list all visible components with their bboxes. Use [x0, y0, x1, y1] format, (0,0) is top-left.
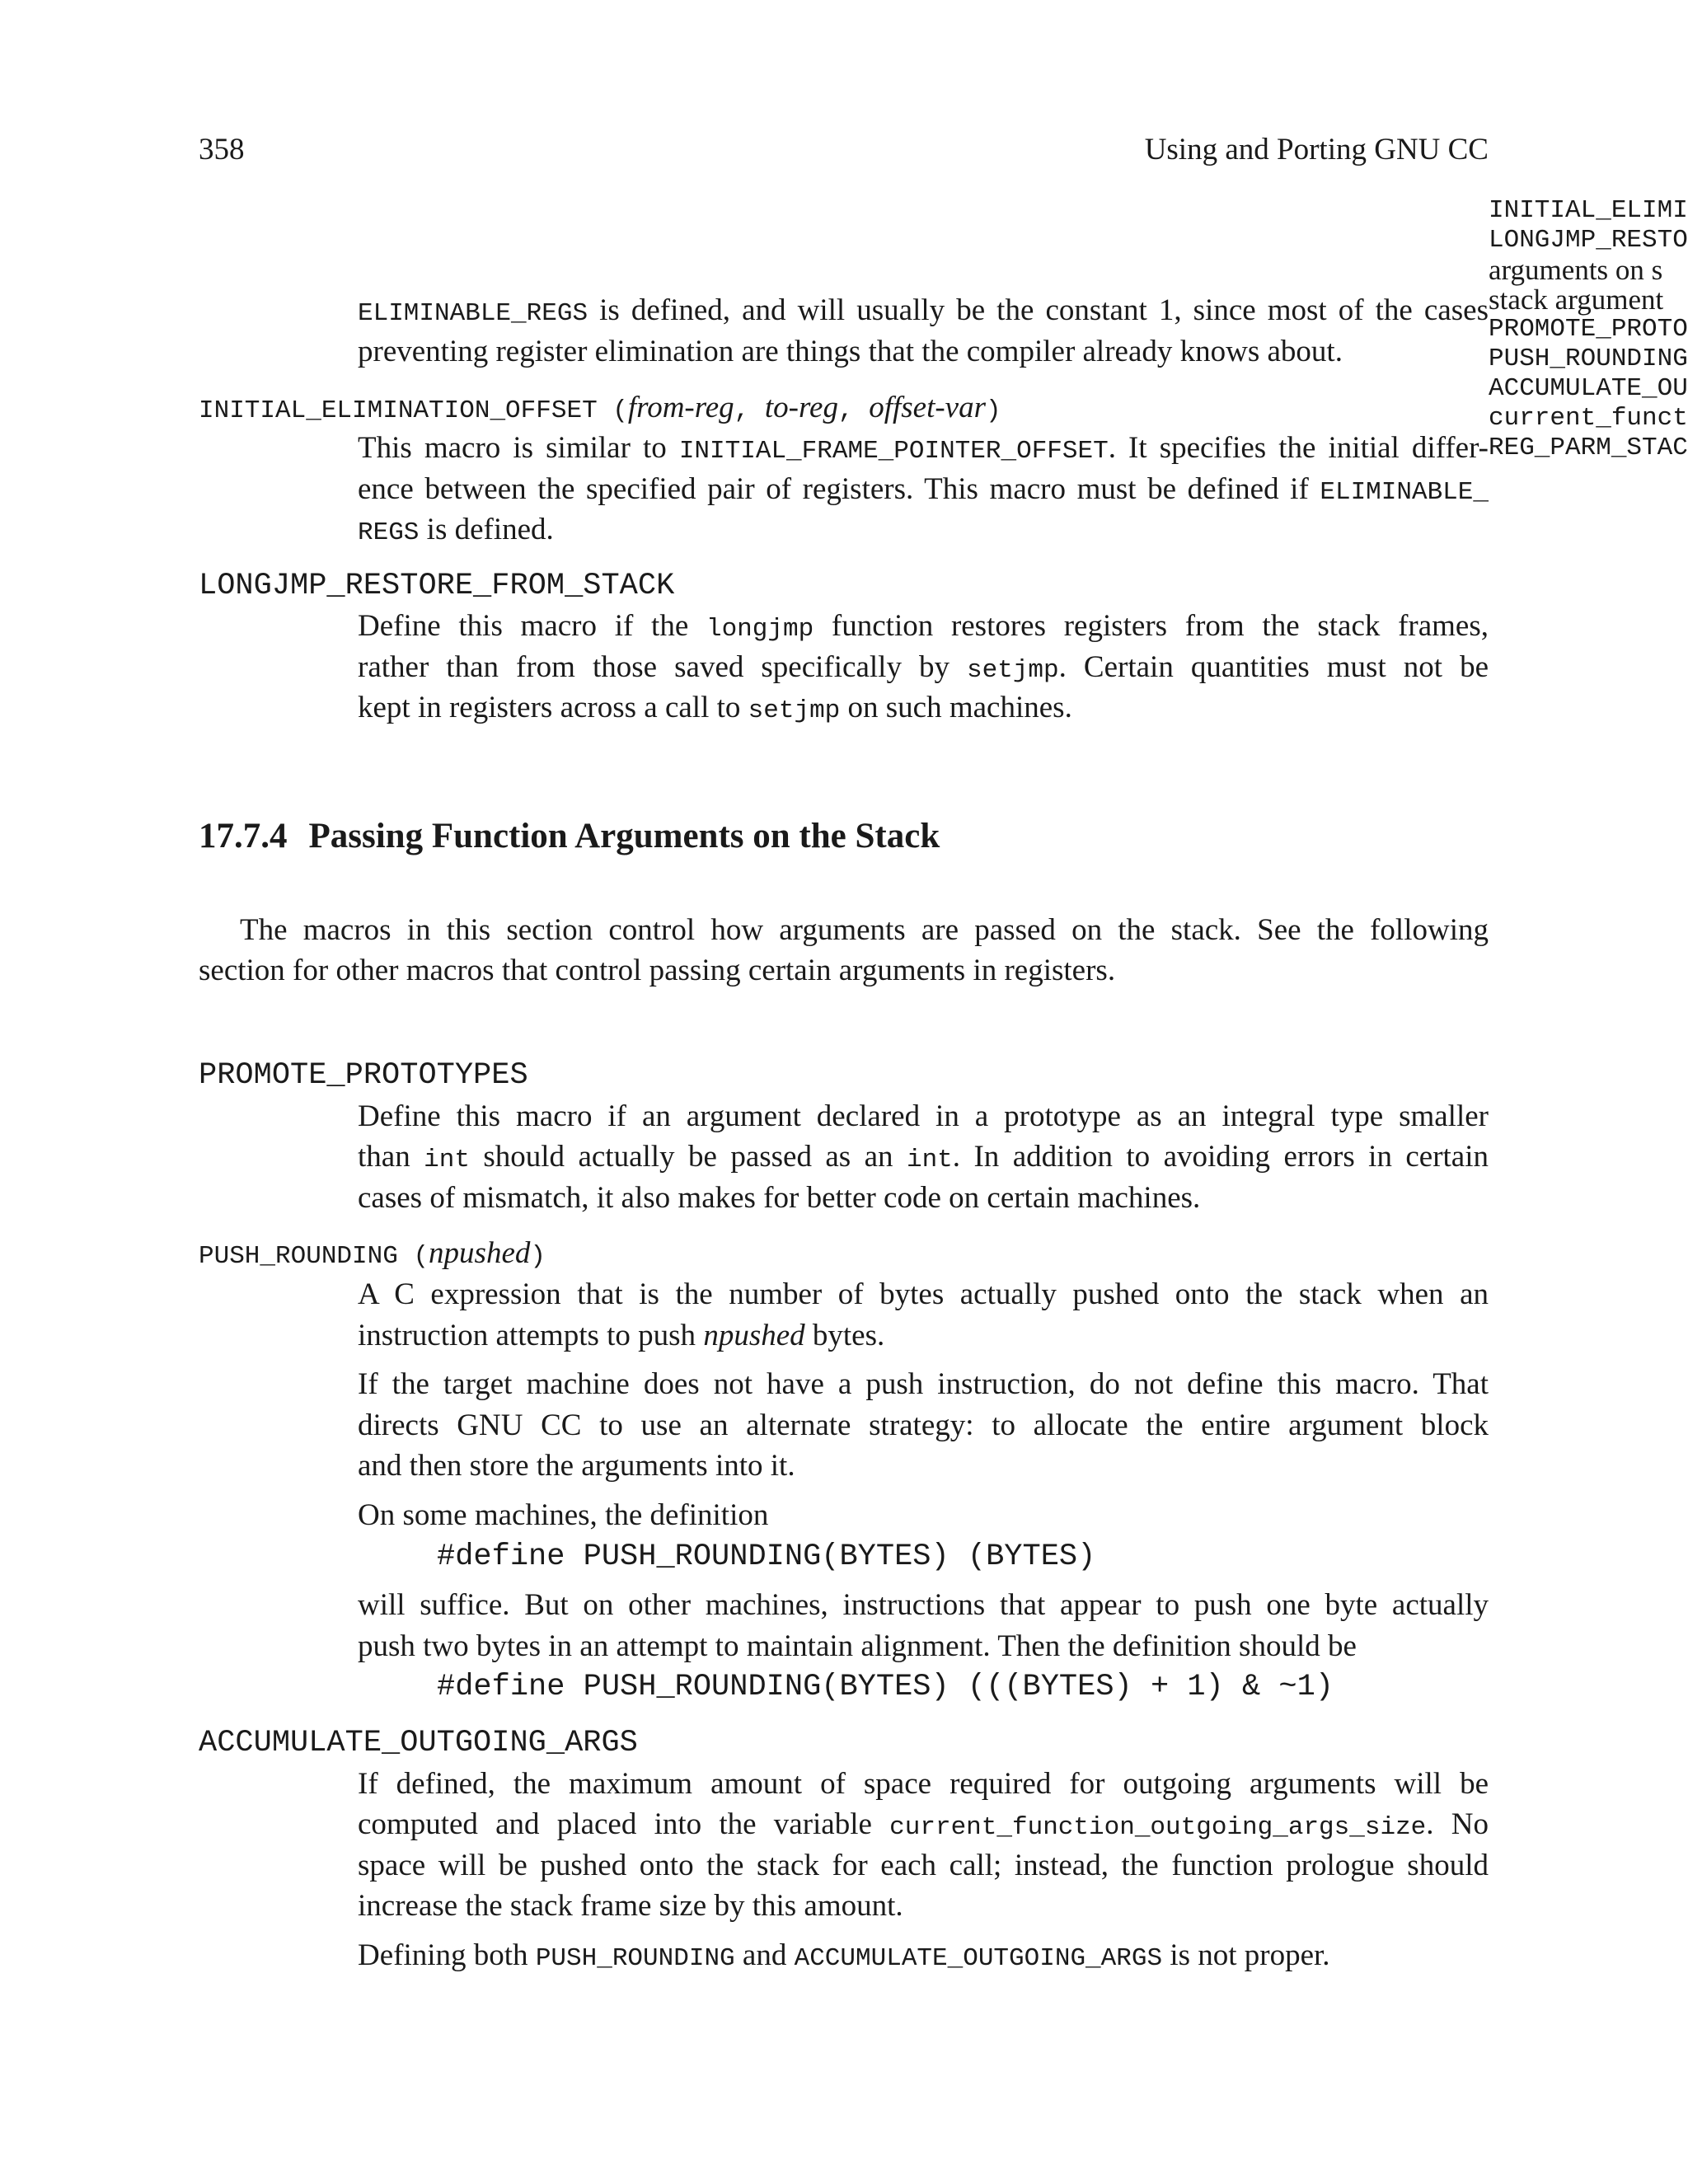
- section-heading: [199, 816, 940, 856]
- definition-text-line: computed and placed into the variable current_function_outgoing_args_size. No: [358, 1807, 1489, 1842]
- margin-index-entry: stack argument: [1489, 284, 1664, 316]
- definition-text-line: instruction attempts to push npushed bytes.: [358, 1319, 885, 1352]
- page-header: [199, 132, 1489, 170]
- definition-text-line: If defined, the maximum amount of space required for outgoing arguments will be: [358, 1767, 1489, 1801]
- term-promote-prototypes: PROMOTE_PROTOTYPES: [199, 1058, 528, 1093]
- eliminable-text-line: preventing register elimination are things that the compiler already knows about.: [358, 335, 1343, 368]
- section-number: 17.7.4: [199, 817, 288, 855]
- section-intro-line: section for other macros that control passing certain arguments in registers.: [199, 954, 1116, 987]
- margin-index-entry: LONGJMP_RESTO: [1489, 226, 1688, 255]
- definition-text-line: directs GNU CC to use an alternate strategy: to allocate the entire argument block: [358, 1408, 1489, 1442]
- definition-text-line: kept in registers across a call to setjmp on such machines.: [358, 691, 1072, 725]
- code-example: #define PUSH_ROUNDING(BYTES) (((BYTES) + 1) & ~1): [437, 1670, 1334, 1704]
- margin-index-entry: REG_PARM_STAC: [1489, 434, 1688, 462]
- margin-index-entry: PUSH_ROUNDING: [1489, 344, 1688, 373]
- eliminable-text-line: ELIMINABLE_REGS is defined, and will usually be the constant 1, since most of the cases: [358, 293, 1489, 328]
- definition-text-line: Defining both PUSH_ROUNDING and ACCUMULATE_OUTGOING_ARGS is not proper.: [358, 1938, 1330, 1973]
- margin-index-entry: INITIAL_ELIMI: [1489, 196, 1688, 225]
- definition-text-line: and then store the arguments into it.: [358, 1449, 795, 1483]
- margin-index-entry: ACCUMULATE_OU: [1489, 374, 1688, 403]
- term-push-rounding: PUSH_ROUNDING (npushed): [199, 1236, 546, 1271]
- term-longjmp-restore-from-stack: LONGJMP_RESTORE_FROM_STACK: [199, 569, 675, 603]
- code-example: #define PUSH_ROUNDING(BYTES) (BYTES): [437, 1540, 1096, 1574]
- definition-text-line: If the target machine does not have a push instruction, do not define this macro. That: [358, 1367, 1489, 1401]
- definition-text-line: Define this macro if an argument declared in a prototype as an integral type smaller: [358, 1099, 1489, 1133]
- margin-index-entry: current_funct: [1489, 404, 1688, 433]
- definition-text-line: increase the stack frame size by this amount.: [358, 1889, 903, 1923]
- running-title: Using and Porting GNU CC: [1144, 133, 1489, 166]
- definition-text-line: This macro is similar to INITIAL_FRAME_POINTER_OFFSET. It specifies the initial differ-: [358, 431, 1489, 466]
- definition-text-line: REGS is defined.: [358, 513, 554, 547]
- definition-text-line: push two bytes in an attempt to maintain alignment. Then the definition should be: [358, 1629, 1357, 1663]
- page-number: 358: [199, 133, 245, 166]
- definition-text-line: space will be pushed onto the stack for each call; instead, the function prologue should: [358, 1849, 1489, 1882]
- definition-text-line: will suffice. But on other machines, instructions that appear to push one byte actually: [358, 1588, 1489, 1622]
- margin-index-entry: arguments on s: [1489, 254, 1663, 286]
- margin-index-entry: PROMOTE_PROTO: [1489, 315, 1688, 344]
- definition-text-line: On some machines, the definition: [358, 1498, 769, 1532]
- term-initial-elimination-offset: INITIAL_ELIMINATION_OFFSET (from-reg, to-reg, offset-var): [199, 391, 1001, 425]
- section-title: Passing Function Arguments on the Stack: [308, 817, 940, 855]
- definition-text-line: ence between the specified pair of registers. This macro must be defined if ELIMINABLE_: [358, 472, 1489, 507]
- definition-text-line: rather than from those saved specifically by setjmp. Certain quantities must not be: [358, 650, 1489, 685]
- definition-text-line: Define this macro if the longjmp function restores registers from the stack frames,: [358, 609, 1489, 644]
- definition-text-line: A C expression that is the number of bytes actually pushed onto the stack when an: [358, 1277, 1489, 1311]
- definition-text-line: cases of mismatch, it also makes for better code on certain machines.: [358, 1181, 1201, 1215]
- margin-index: [1489, 196, 1688, 476]
- definition-text-line: than int should actually be passed as an int. In addition to avoiding errors in certain: [358, 1140, 1489, 1174]
- term-accumulate-outgoing-args: ACCUMULATE_OUTGOING_ARGS: [199, 1726, 638, 1760]
- section-intro-line: The macros in this section control how arguments are passed on the stack. See the following: [240, 913, 1489, 947]
